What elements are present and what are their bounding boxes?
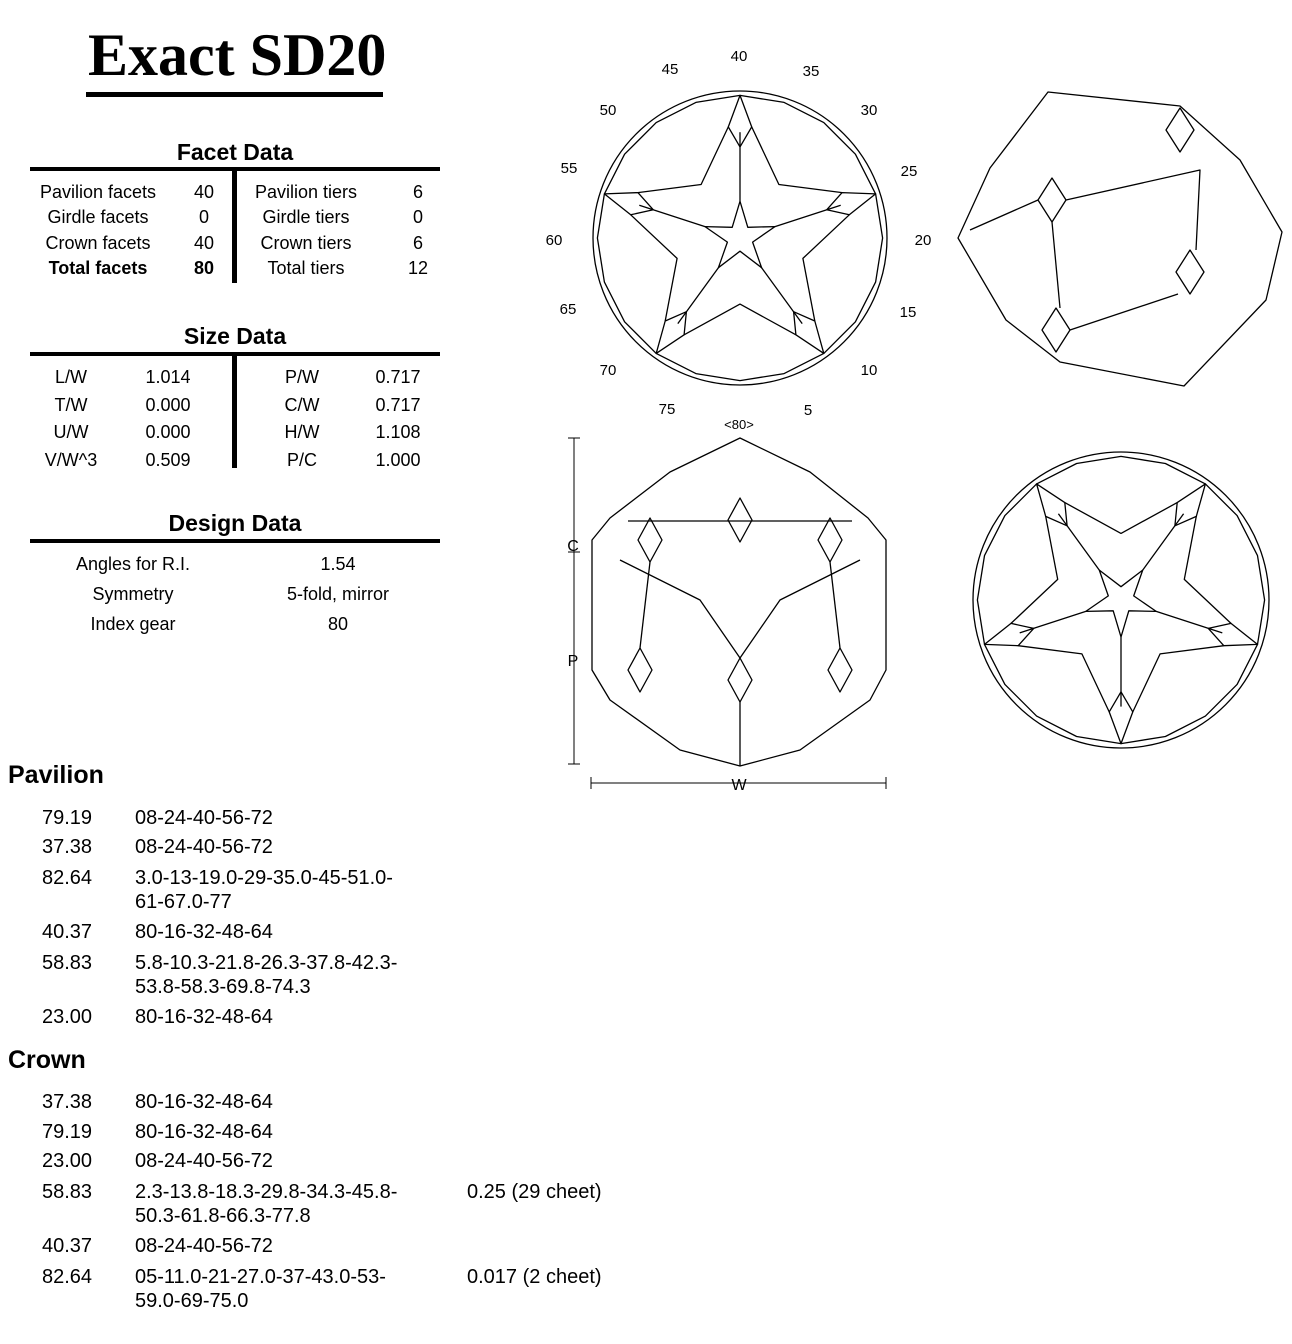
facet-kite	[1176, 250, 1204, 294]
index-label: 70	[599, 362, 617, 379]
index-settings	[135, 806, 445, 830]
facet-left-value: 0	[198, 207, 209, 228]
facet-kite	[604, 193, 653, 215]
facet-kite	[728, 498, 752, 542]
title-underline	[86, 92, 383, 97]
index-line: 08-24-40-56-72	[135, 836, 273, 858]
facet-edge	[1065, 503, 1177, 534]
facet-edge	[1018, 646, 1109, 712]
index-label: <80>	[724, 417, 754, 432]
oblique-view	[958, 92, 1282, 386]
facet-edge	[803, 215, 849, 321]
design-label: Angles for R.I.	[75, 554, 191, 574]
facet-edge	[1020, 611, 1086, 633]
facet-left-value: 80	[193, 257, 215, 278]
facet-kite	[818, 518, 842, 562]
facet-edge	[678, 268, 719, 324]
index-label: 65	[559, 301, 577, 318]
size-right-value: 1.000	[375, 449, 421, 470]
size-left-value: 0.000	[145, 422, 191, 442]
facet-edge	[1052, 222, 1060, 308]
crown-height-label: C	[567, 538, 579, 555]
width-label: W	[731, 777, 747, 794]
facet-kite	[1175, 484, 1206, 526]
index-settings	[135, 1265, 445, 1313]
index-settings	[135, 951, 445, 999]
size-left-label: U/W	[53, 422, 89, 442]
facet-kite	[1042, 308, 1070, 352]
index-line: 3.0-13-19.0-29-35.0-45-51.0-	[135, 867, 393, 889]
index-line: 08-24-40-56-72	[135, 807, 273, 829]
facet-edge	[752, 127, 842, 193]
facet-data-divider	[232, 171, 237, 283]
index-settings	[135, 1090, 445, 1114]
size-left-value: 0.509	[145, 449, 191, 470]
index-line: 59.0-69-75.0	[135, 1290, 249, 1312]
index-label: 45	[661, 61, 679, 78]
facet-kite	[728, 95, 751, 146]
index-settings	[135, 1234, 445, 1258]
index-line: 50.3-61.8-66.3-77.8	[135, 1205, 311, 1227]
size-left-label: L/W	[54, 367, 87, 387]
facet-left-value: 40	[193, 182, 215, 202]
index-line: 08-24-40-56-72	[135, 1235, 273, 1257]
facet-kite	[628, 648, 652, 692]
facet-angle: 37.38	[42, 1091, 93, 1113]
index-line: 5.8-10.3-21.8-26.3-37.8-42.3-	[135, 952, 398, 974]
size-left-value: 0.000	[145, 394, 191, 415]
index-label: 20	[914, 232, 932, 249]
design-value: 1.54	[320, 554, 356, 574]
facet-kite	[728, 658, 752, 702]
index-label: 40	[730, 48, 748, 65]
size-left-label: V/W^3	[44, 449, 98, 470]
page-title: Exact SD20	[88, 22, 387, 88]
pavilion-depth-label: P	[567, 653, 579, 670]
pavilion-heading: Pavilion	[8, 761, 104, 789]
design-value: 80	[327, 614, 349, 634]
size-data-heading: Size Data	[183, 323, 287, 349]
facet-edge	[638, 127, 728, 193]
outer-tier	[977, 456, 1264, 743]
facet-angle: 23.00	[42, 1006, 93, 1028]
facet-angle: 40.37	[42, 1235, 93, 1257]
size-right-label: C/W	[284, 394, 320, 415]
size-right-label: H/W	[284, 422, 320, 442]
facet-right-value: 6	[412, 232, 423, 253]
facet-right-label: Pavilion tiers	[254, 182, 358, 202]
facet-left-label: Girdle facets	[47, 207, 149, 228]
pavilion-view	[593, 91, 887, 385]
size-right-value: 1.108	[375, 422, 421, 442]
index-settings	[135, 1120, 445, 1144]
facet-note: 0.017 (2 cheet)	[467, 1266, 602, 1288]
index-line: 80-16-32-48-64	[135, 1091, 273, 1113]
facet-angle: 79.19	[42, 1121, 93, 1143]
index-line: 80-16-32-48-64	[135, 1121, 273, 1143]
design-label: Index gear	[90, 614, 176, 634]
facet-kite	[1166, 108, 1194, 152]
facet-edge	[1133, 646, 1224, 712]
size-data-divider	[232, 356, 237, 468]
index-settings	[135, 1149, 445, 1173]
facet-right-label: Girdle tiers	[262, 207, 350, 228]
center-star	[705, 201, 775, 267]
index-label: 30	[860, 102, 878, 119]
index-line: 05-11.0-21-27.0-37-43.0-53-	[135, 1266, 386, 1288]
index-settings	[135, 920, 445, 944]
facet-edge	[1011, 516, 1058, 623]
index-label: 15	[899, 304, 917, 321]
facet-kite	[638, 518, 662, 562]
facet-angle: 40.37	[42, 921, 93, 943]
facet-left-label: Total facets	[48, 257, 148, 278]
facet-right-value: 0	[412, 207, 423, 228]
side-outline	[592, 438, 886, 766]
facet-kite	[985, 623, 1034, 645]
index-label: 35	[802, 63, 820, 80]
facet-left-value: 40	[193, 232, 215, 253]
facet-edge	[684, 304, 796, 335]
size-left-value: 1.014	[145, 367, 191, 387]
facet-right-label: Total tiers	[267, 257, 345, 278]
index-label: 25	[900, 163, 918, 180]
facet-data-heading: Facet Data	[176, 139, 294, 165]
design-data-heading: Design Data	[168, 510, 302, 536]
facet-edge	[1066, 170, 1200, 250]
center-star	[1086, 570, 1156, 637]
facet-edge	[762, 268, 803, 324]
facet-kite	[828, 648, 852, 692]
index-label: 60	[545, 232, 563, 249]
facet-kite	[1038, 178, 1066, 222]
index-label: 50	[599, 102, 617, 119]
index-settings	[135, 1180, 445, 1228]
facet-right-label: Crown tiers	[260, 232, 352, 253]
facet-kite	[656, 312, 686, 354]
crown-heading: Crown	[8, 1046, 86, 1074]
facet-kite	[827, 193, 876, 215]
facet-edge	[1156, 611, 1222, 633]
facet-angle: 58.83	[42, 952, 93, 974]
outer-tier	[597, 95, 882, 380]
index-label: 10	[860, 362, 878, 379]
facet-right-value: 6	[412, 182, 423, 202]
index-line: 2.3-13.8-18.3-29.8-34.3-45.8-	[135, 1181, 398, 1203]
index-settings	[135, 1005, 445, 1029]
index-line: 08-24-40-56-72	[135, 1150, 273, 1172]
facet-kite	[1109, 692, 1133, 744]
facet-kite	[1037, 484, 1068, 526]
size-left-label: T/W	[54, 394, 88, 415]
facet-right-value: 12	[407, 257, 429, 278]
girdle-outline	[593, 91, 887, 385]
facet-edge	[775, 205, 841, 226]
facet-kite	[794, 312, 824, 354]
facet-kite	[1208, 623, 1257, 645]
index-settings	[135, 866, 445, 914]
index-line: 61-67.0-77	[135, 891, 232, 913]
size-right-value: 0.717	[375, 394, 421, 415]
facet-edge	[640, 562, 650, 648]
facet-edge	[639, 205, 705, 226]
index-settings	[135, 835, 445, 859]
facet-edge	[830, 562, 840, 648]
facet-edge	[740, 560, 860, 658]
facet-angle: 58.83	[42, 1181, 93, 1203]
facet-edge	[1058, 514, 1099, 570]
index-line: 53.8-58.3-69.8-74.3	[135, 976, 311, 998]
design-data-rule	[30, 539, 440, 543]
side-view	[592, 438, 886, 766]
facet-edge	[1143, 514, 1184, 570]
facet-note: 0.25 (29 cheet)	[467, 1181, 602, 1203]
facet-angle: 23.00	[42, 1150, 93, 1172]
index-line: 80-16-32-48-64	[135, 1006, 273, 1028]
crown-view	[973, 452, 1269, 748]
index-label: 5	[803, 402, 813, 419]
facet-left-label: Crown facets	[45, 232, 151, 253]
facet-edge	[631, 215, 677, 321]
index-label: 75	[658, 401, 676, 418]
size-right-label: P/C	[286, 449, 317, 470]
girdle-outline	[973, 452, 1269, 748]
facet-edge	[1184, 516, 1231, 623]
facet-angle: 82.64	[42, 867, 93, 889]
oblique-outline	[958, 92, 1282, 386]
facet-angle: 79.19	[42, 807, 93, 829]
facet-left-label: Pavilion facets	[39, 182, 157, 202]
design-label: Symmetry	[92, 584, 174, 604]
size-right-value: 0.717	[375, 367, 421, 387]
design-value: 5-fold, mirror	[286, 584, 389, 604]
index-label: 55	[560, 160, 578, 177]
facet-edge	[620, 560, 740, 658]
facet-edge	[970, 200, 1038, 230]
facet-angle: 37.38	[42, 836, 93, 858]
size-right-label: P/W	[285, 367, 319, 387]
facet-angle: 82.64	[42, 1266, 93, 1288]
index-line: 80-16-32-48-64	[135, 921, 273, 943]
facet-edge	[1070, 294, 1178, 330]
